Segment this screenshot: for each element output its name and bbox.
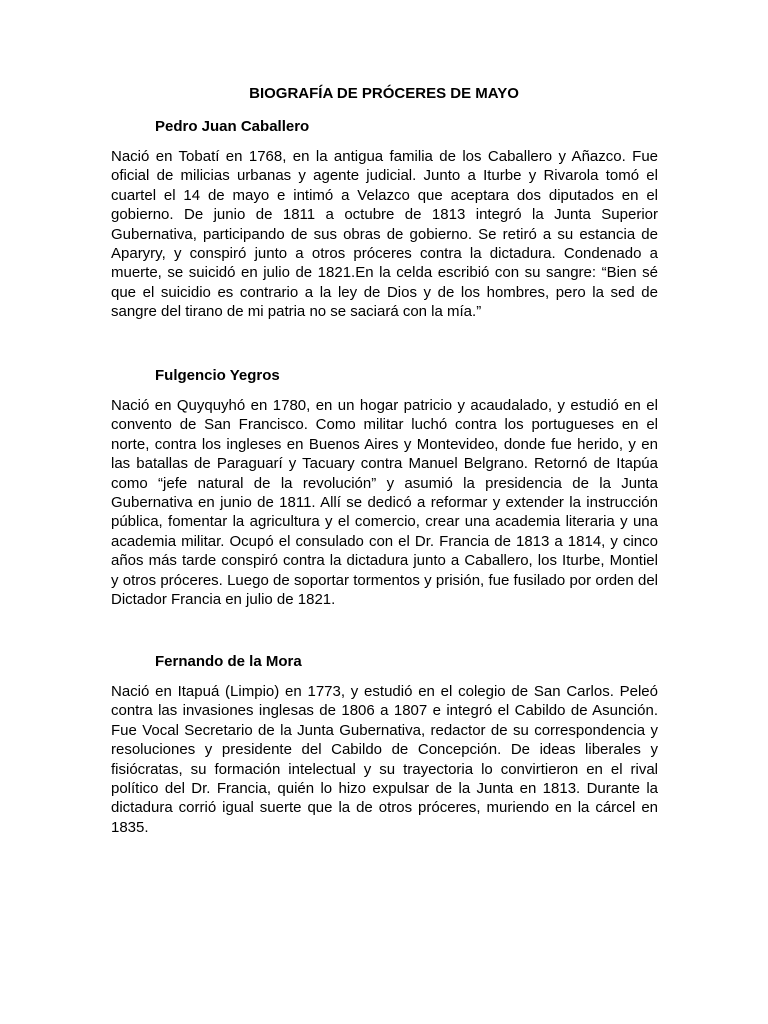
section-body-de-la-mora: Nació en Itapuá (Limpio) en 1773, y estudió en el colegio de San Carlos. Peleó contra las invasiones inglesas de 1806 a 1807 e integró el Cabildo de Asunción. Fue Vocal Secretario de la Junta Gubernativa, redactor de su correspondencia y resoluciones y presidente del Cabildo de Concepción. De ideas liberales y fisiócratas, su formación intelectual y su trayectoria lo convirtieron en el rival político del Dr. Francia, quién lo hizo expulsar de la Junta en 1813. Durante la dictadura corrió igual suerte que la de otros próceres, muriendo en la cárcel en 1835. [111, 683, 658, 836]
page-title: BIOGRAFÍA DE PRÓCERES DE MAYO [249, 85, 519, 102]
section-heading-de-la-mora: Fernando de la Mora [155, 653, 302, 670]
section-heading-yegros: Fulgencio Yegros [155, 367, 280, 384]
section-heading-caballero: Pedro Juan Caballero [155, 118, 310, 135]
section-body-caballero: Nació en Tobatí en 1768, en la antigua familia de los Caballero y Añazco. Fue oficial de milicias urbanas y agente judicial. Junto a Iturbe y Rivarola tomó el cuartel el 14 de mayo e intimó a Velazco que aceptara dos diputados en el gobierno. De junio de 1811 a octubre de 1813 integró la Junta Superior Gubernativa, participando de sus obras de gobierno. Se retiró a su estancia de Aparyry, y conspiró junto a otros próceres contra la dictadura. Condenado a muerte, se suicidó en julio de 1821.En la celda escribió con su sangre: “Bien sé que el suicidio es contrario a la ley de Dios y de los hombres, pero la sed de sangre del tirano de mi patria no se saciará con la mía.” [111, 148, 658, 321]
section-body-yegros: Nació en Quyquyhó en 1780, en un hogar patricio y acaudalado, y estudió en el convento de San Francisco. Como militar luchó contra los portugueses en el norte, contra los ingleses en Buenos Aires y Montevideo, donde fue herido, y en las batallas de Paraguarí y Tacuary contra Manuel Belgrano. Retornó de Itapúa como “jefe natural de la revolución” y asumió la presidencia de la Junta Gubernativa en junio de 1811. Allí se dedicó a reformar y extender la instrucción pública, fomentar la agricultura y el comercio, crear una academia literaria y una academia militar. Ocupó el consulado con el Dr. Francia de 1813 a 1814, y cinco años más tarde conspiró contra la dictadura junto a Caballero, los Iturbe, Montiel y otros próceres. Luego de soportar tormentos y prisión, fue fusilado por orden del Dictador Francia en julio de 1821. [111, 397, 658, 609]
